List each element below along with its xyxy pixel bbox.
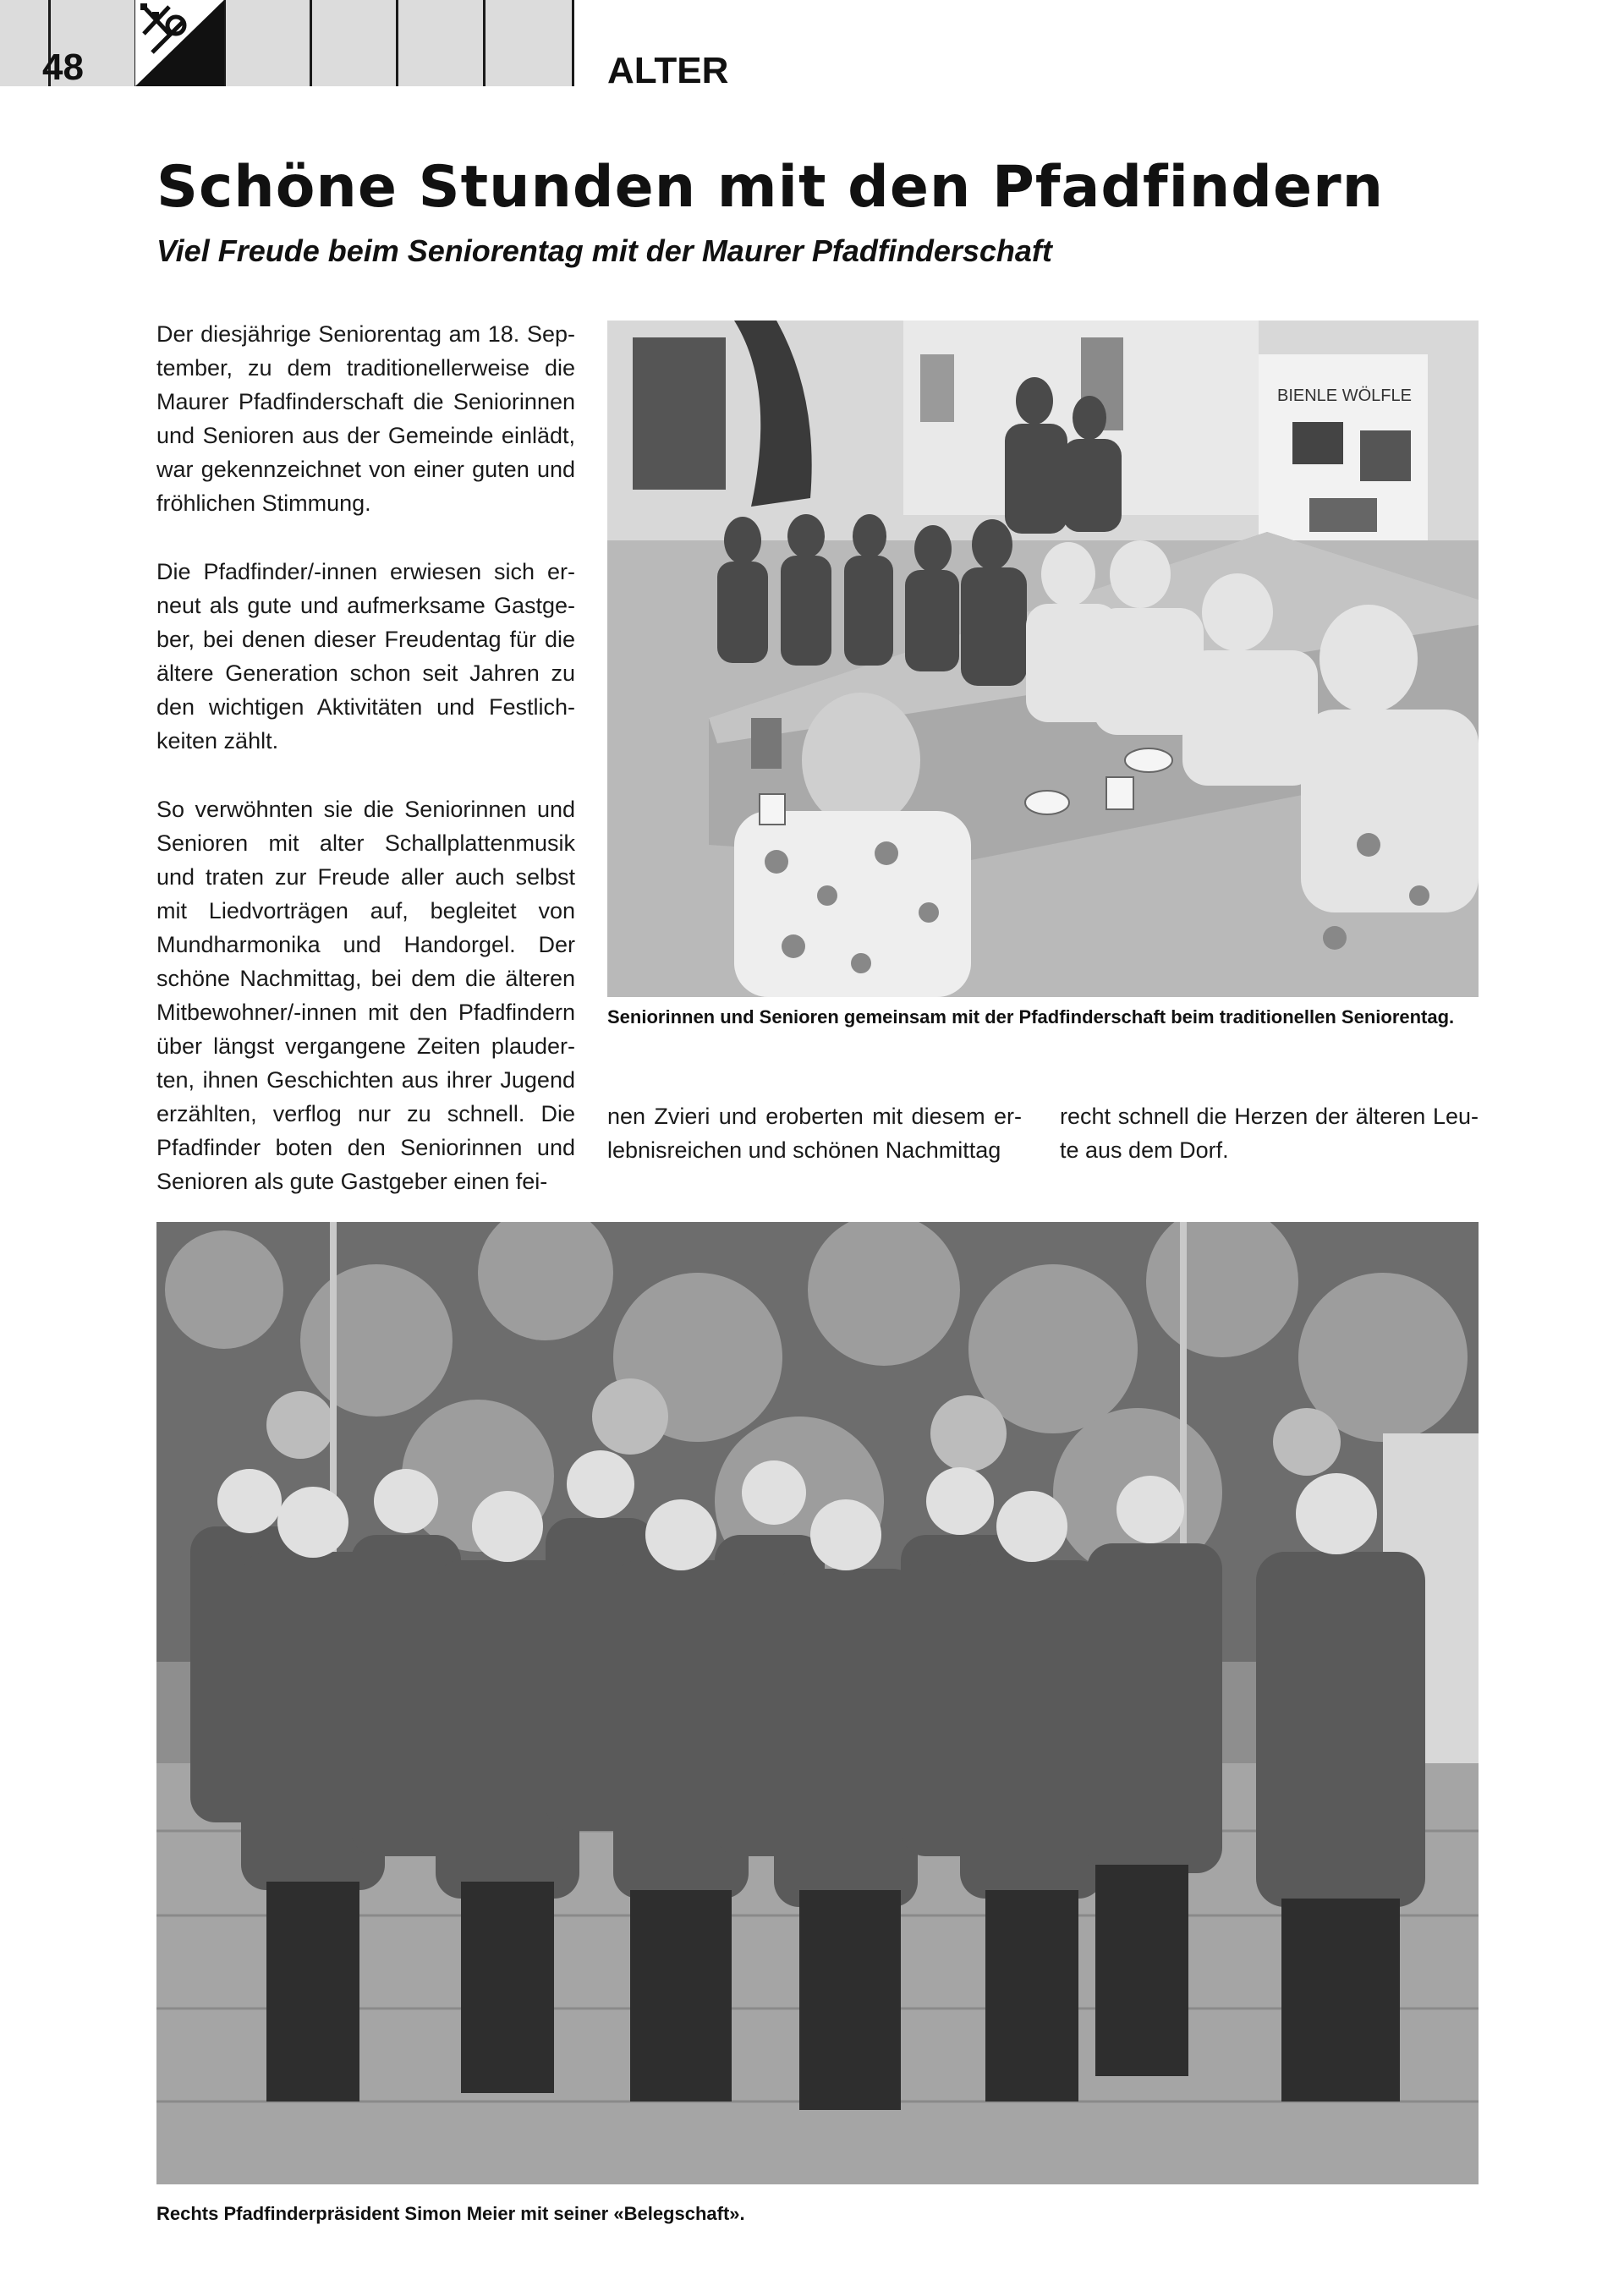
- paragraph: nen Zvieri und eroberten mit diesem erlebnisreichen und schönen Nachmittag: [607, 1104, 1022, 1163]
- article-column-2: [607, 1099, 1022, 1202]
- photo-caption-top: Seniorinnen und Senioren gemeinsam mit der Pfadfinderschaft beim traditionellen Seniorentag.: [607, 1006, 1455, 1027]
- header-cell: [486, 0, 574, 86]
- header-cell: [398, 0, 486, 86]
- scout-lily-badge-icon: [135, 0, 224, 86]
- wall-sign-text: BIENLE WÖLFLE: [1277, 386, 1412, 405]
- article-column-3: [1060, 1099, 1479, 1202]
- article-column-1: [156, 317, 575, 1233]
- seniors-table-photo: [607, 321, 1479, 997]
- paragraph: recht schnell die Herzen der älteren Leute aus dem Dorf.: [1060, 1104, 1479, 1163]
- section-label: ALTER: [607, 50, 729, 91]
- page-title: Schöne Stunden mit den Pfadfindern: [156, 154, 1385, 221]
- paragraph: Der diesjährige Seniorentag am 18. September, zu dem traditionellerweise die Maurer Pfadfinderschaft die Seniorinnen und Senioren aus der Gemeinde einlädt, war gekennzeichnet von einer guten und fröhlichen Stimmung.: [156, 321, 575, 516]
- header-cell: [226, 0, 312, 86]
- header-cell: [312, 0, 398, 86]
- paragraph: So verwöhnten sie die Seniorinnen und Senioren mit alter Schallplattenmusik und traten zur Freude aller auch selbst mit Liedvorträgen auf, begleitet von Mundharmonika und Handorgel. Der schöne Nachmittag, bei dem die älteren Mitbewohner/-innen mit den Pfadfindern über längst vergangene Zeiten plauderten, ihnen Geschichten aus ihrer Jugend erzählten, verflog nur zu schnell. Die Pfadfinder boten den Seniorinnen und Senioren als gute Gastgeber einen fei-: [156, 797, 575, 1194]
- scout-group-photo: [156, 1222, 1479, 2184]
- article-subtitle: Viel Freude beim Seniorentag mit der Maurer Pfadfinderschaft: [156, 233, 1052, 268]
- page-number: 48: [42, 47, 84, 88]
- photo-caption-bottom: Rechts Pfadfinderpräsident Simon Meier mit seiner «Belegschaft».: [156, 2203, 745, 2224]
- paragraph: Die Pfadfinder/-innen erwiesen sich erneut als gute und aufmerksame Gastgeber, bei denen dieser Freudentag für die ältere Generation schon seit Jahren zu den wichtigen Aktivitäten und Festlichkeiten zählt.: [156, 559, 575, 753]
